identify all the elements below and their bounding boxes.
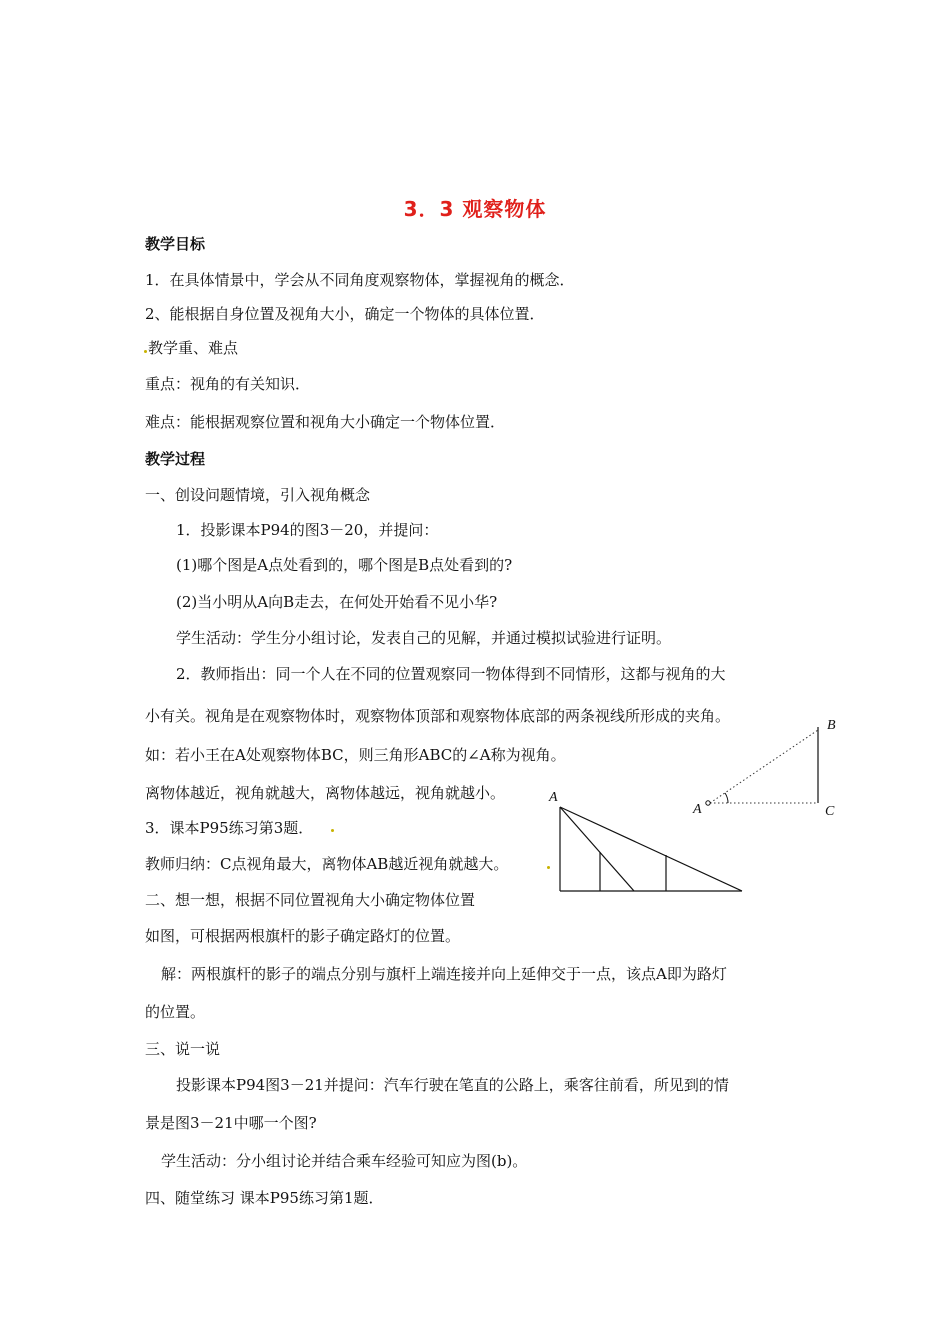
section-2-solution-line-1: 解：两根旗杆的影子的端点分别与旗杆上端连接并向上延伸交于一点，该点A即为路灯 xyxy=(161,965,727,983)
section-2-solution-line-2: 的位置。 xyxy=(145,1003,206,1021)
keypoint-focus: 重点：视角的有关知识． xyxy=(145,375,311,393)
goal-item-1: 1．在具体情景中，学会从不同角度观察物体，掌握视角的概念． xyxy=(145,271,575,289)
section-1-activity: 学生活动：学生分小组讨论，发表自己的见解，并通过模拟试验进行证明。 xyxy=(176,629,672,647)
keypoints-heading: 教学重、难点 xyxy=(148,339,239,357)
section-2-title: 二、想一想，根据不同位置视角大小确定物体位置 xyxy=(145,891,476,909)
process-heading: 教学过程 xyxy=(145,450,206,468)
keypoint-difficulty: 难点：能根据观察位置和视角大小确定一个物体位置． xyxy=(145,413,506,431)
goal-item-2: 2、能根据自身位置及视角大小，确定一个物体的具体位置． xyxy=(145,305,545,323)
shadow-ray-2 xyxy=(560,807,742,891)
section-1-title: 一、创设问题情境，引入视角概念 xyxy=(145,486,371,504)
section-1-point-3: 3．课本P95练习第3题． xyxy=(145,819,314,837)
section-1-question-1: (1)哪个图是A点处看到的，哪个图是B点处看到的? xyxy=(176,556,513,574)
section-1-rule: 离物体越近，视角就越大，离物体越远，视角就越小。 xyxy=(145,784,506,802)
section-3-title: 三、说一说 xyxy=(145,1040,221,1058)
section-4-title: 四、随堂练习 课本P95练习第1题． xyxy=(145,1189,384,1207)
label-a: A xyxy=(693,802,702,817)
section-3-activity: 学生活动：分小组讨论并结合乘车经验可知应为图(b)。 xyxy=(161,1152,528,1170)
section-3-point-1-line-1: 投影课本P94图3－21并提问：汽车行驶在笔直的公路上，乘客往前看，所见到的情 xyxy=(176,1076,729,1094)
goals-heading: 教学目标 xyxy=(145,235,206,253)
section-1-summary: 教师归纳：C点视角最大，离物体AB越近视角就越大。 xyxy=(145,855,509,873)
marker-dot xyxy=(144,350,147,353)
page-title: 3．3 观察物体 xyxy=(403,197,547,221)
section-1-question-2: (2)当小明从A向B走去，在何处开始看不见小华? xyxy=(176,593,498,611)
label-b: B xyxy=(827,718,836,733)
marker-dot xyxy=(331,829,334,832)
section-2-point-1: 如图，可根据两根旗杆的影子确定路灯的位置。 xyxy=(145,927,461,945)
section-3-point-1-line-2: 景是图3－21中哪一个图? xyxy=(145,1114,317,1132)
label-a: A xyxy=(549,790,558,805)
street-lamp-figure xyxy=(540,785,755,900)
section-1-example: 如：若小王在A处观察物体BC，则三角形ABC的∠A称为视角。 xyxy=(145,746,566,764)
section-1-point-1: 1．投影课本P94的图3－20，并提问： xyxy=(176,521,439,539)
label-c: C xyxy=(825,804,835,819)
section-1-point-2-line-2: 小有关。视角是在观察物体时，观察物体顶部和观察物体底部的两条视线所形成的夹角。 xyxy=(145,707,731,725)
section-1-point-2-line-1: 2．教师指出：同一个人在不同的位置观察同一物体得到不同情形，这都与视角的大 xyxy=(176,665,726,683)
shadow-ray-1 xyxy=(560,807,634,891)
